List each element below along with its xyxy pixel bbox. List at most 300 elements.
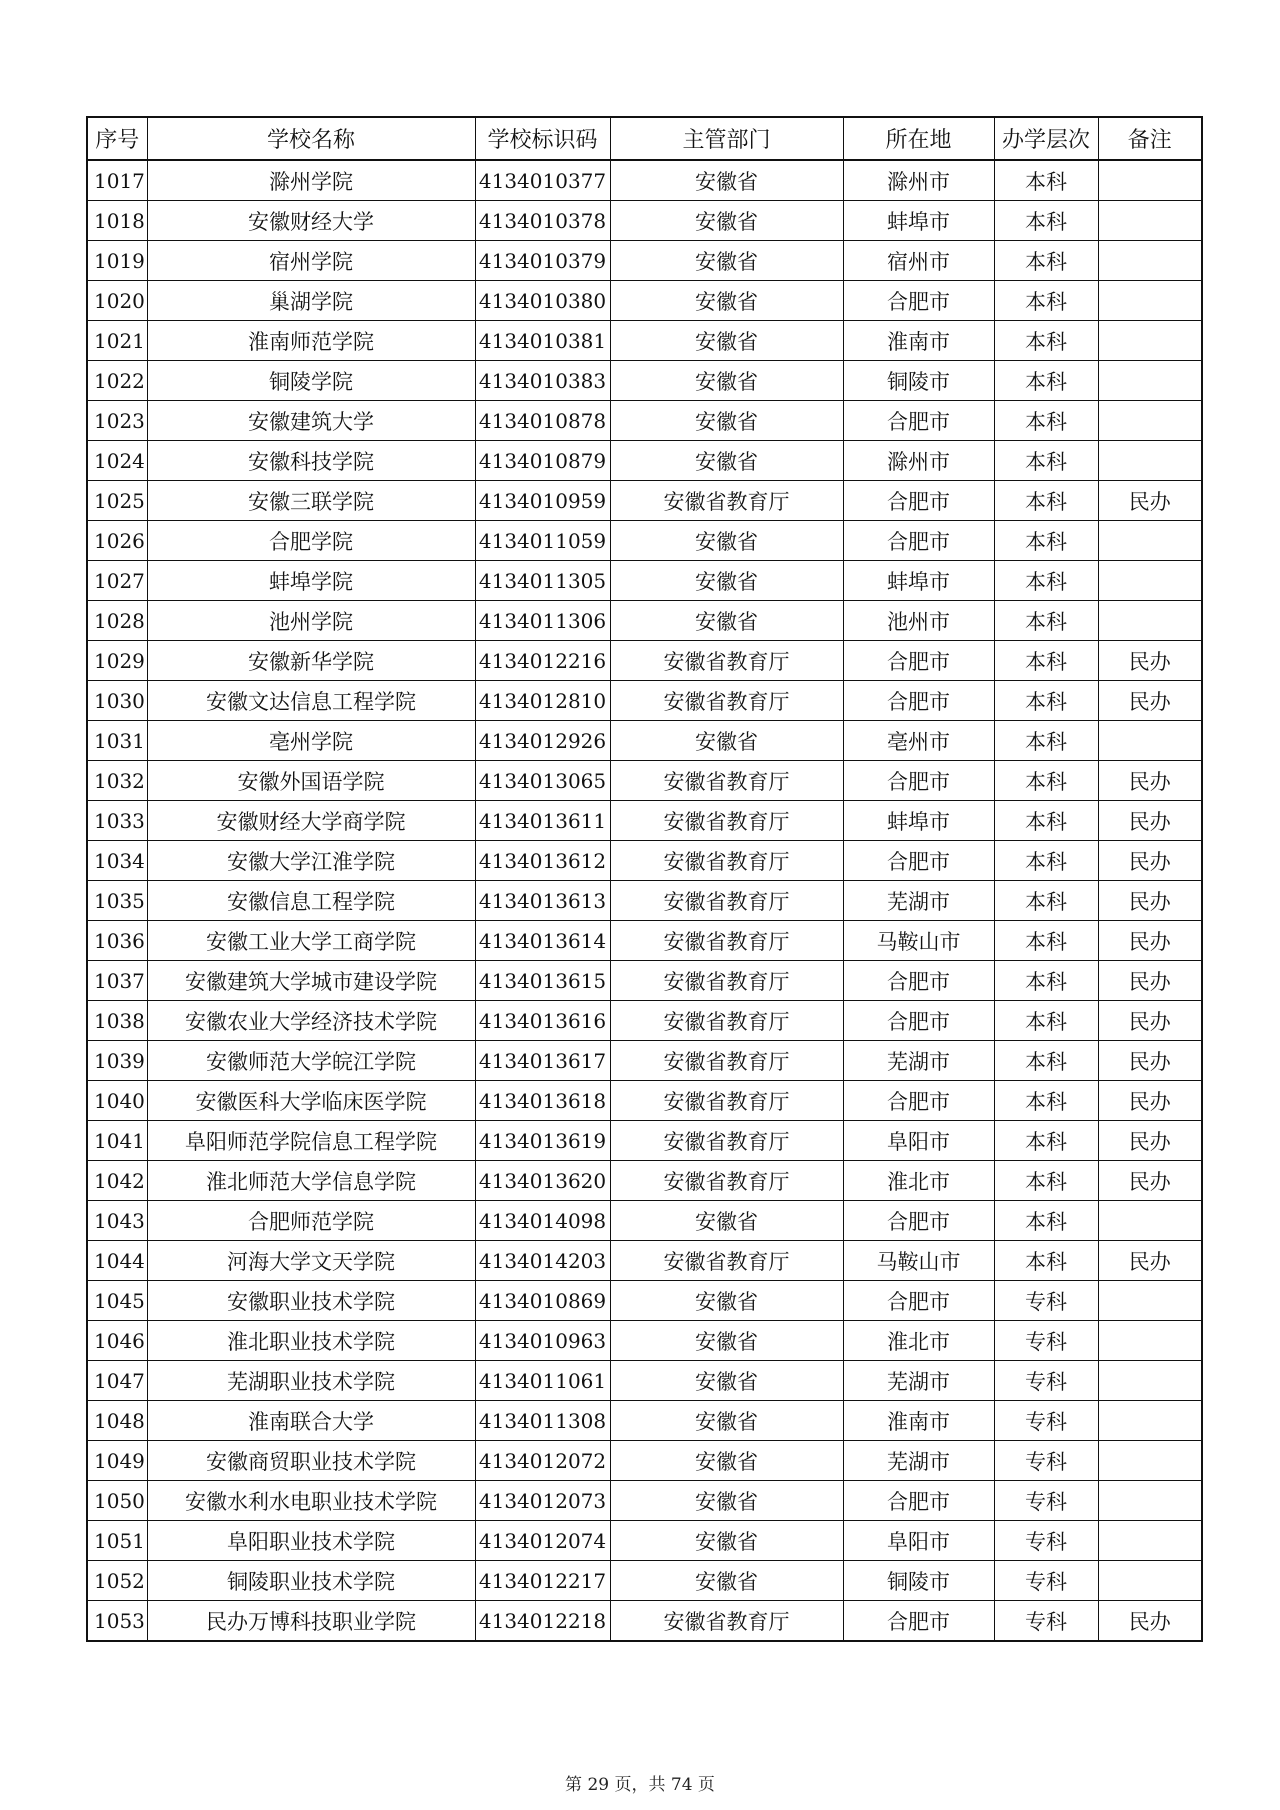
seq-cell: 1032	[87, 761, 147, 801]
seq-cell: 1042	[87, 1161, 147, 1201]
school-name-cell: 宿州学院	[147, 241, 475, 281]
school-code-cell: 4134012073	[475, 1481, 610, 1521]
seq-cell: 1037	[87, 961, 147, 1001]
remarks-cell	[1098, 241, 1202, 281]
remarks-cell	[1098, 321, 1202, 361]
seq-cell: 1036	[87, 921, 147, 961]
seq-cell: 1027	[87, 561, 147, 601]
seq-cell: 1053	[87, 1601, 147, 1642]
seq-cell: 1026	[87, 521, 147, 561]
level-cell: 本科	[994, 481, 1098, 521]
table-row	[87, 561, 1202, 601]
school-name-cell: 安徽新华学院	[147, 641, 475, 681]
school-code-cell: 4134010959	[475, 481, 610, 521]
seq-cell: 1033	[87, 801, 147, 841]
remarks-cell	[1098, 1441, 1202, 1481]
level-cell: 本科	[994, 1041, 1098, 1081]
school-code-cell: 4134010379	[475, 241, 610, 281]
department-cell: 安徽省	[610, 1561, 843, 1601]
table-row	[87, 1401, 1202, 1441]
table-row	[87, 1241, 1202, 1281]
department-cell: 安徽省	[610, 361, 843, 401]
department-cell: 安徽省	[610, 1281, 843, 1321]
school-name-cell: 阜阳师范学院信息工程学院	[147, 1121, 475, 1161]
location-cell: 亳州市	[843, 721, 994, 761]
department-cell: 安徽省教育厅	[610, 1121, 843, 1161]
school-code-cell: 4134014098	[475, 1201, 610, 1241]
school-code-cell: 4134012810	[475, 681, 610, 721]
seq-cell: 1047	[87, 1361, 147, 1401]
level-cell: 专科	[994, 1401, 1098, 1441]
seq-cell: 1050	[87, 1481, 147, 1521]
school-name-cell: 蚌埠学院	[147, 561, 475, 601]
school-code-cell: 4134013614	[475, 921, 610, 961]
level-cell: 本科	[994, 921, 1098, 961]
school-code-cell: 4134012216	[475, 641, 610, 681]
location-cell: 芜湖市	[843, 1041, 994, 1081]
location-cell: 合肥市	[843, 641, 994, 681]
department-cell: 安徽省	[610, 1401, 843, 1441]
school-name-cell: 安徽信息工程学院	[147, 881, 475, 921]
department-cell: 安徽省教育厅	[610, 681, 843, 721]
level-cell: 本科	[994, 841, 1098, 881]
school-name-cell: 淮北职业技术学院	[147, 1321, 475, 1361]
school-code-cell: 4134012074	[475, 1521, 610, 1561]
remarks-cell	[1098, 1521, 1202, 1561]
department-cell: 安徽省	[610, 241, 843, 281]
level-cell: 本科	[994, 1241, 1098, 1281]
school-code-cell: 4134013620	[475, 1161, 610, 1201]
department-cell: 安徽省	[610, 721, 843, 761]
school-code-cell: 4134010383	[475, 361, 610, 401]
remarks-cell: 民办	[1098, 1121, 1202, 1161]
remarks-cell: 民办	[1098, 1041, 1202, 1081]
department-cell: 安徽省教育厅	[610, 1001, 843, 1041]
location-cell: 芜湖市	[843, 881, 994, 921]
seq-cell: 1038	[87, 1001, 147, 1041]
school-name-cell: 安徽财经大学商学院	[147, 801, 475, 841]
department-cell: 安徽省	[610, 1481, 843, 1521]
department-cell: 安徽省	[610, 521, 843, 561]
department-cell: 安徽省	[610, 201, 843, 241]
table-row	[87, 1481, 1202, 1521]
level-cell: 本科	[994, 881, 1098, 921]
seq-cell: 1031	[87, 721, 147, 761]
location-cell: 合肥市	[843, 1001, 994, 1041]
school-name-cell: 滁州学院	[147, 160, 475, 201]
level-cell: 本科	[994, 641, 1098, 681]
department-cell: 安徽省教育厅	[610, 1601, 843, 1642]
remarks-cell	[1098, 561, 1202, 601]
seq-cell: 1029	[87, 641, 147, 681]
level-cell: 本科	[994, 1161, 1098, 1201]
school-name-cell: 安徽财经大学	[147, 201, 475, 241]
table-body	[87, 160, 1202, 1641]
schools-table	[86, 116, 1203, 1642]
table-row	[87, 801, 1202, 841]
location-cell: 淮南市	[843, 321, 994, 361]
level-cell: 本科	[994, 160, 1098, 201]
level-cell: 本科	[994, 761, 1098, 801]
header-level: 办学层次	[994, 117, 1098, 160]
school-code-cell: 4134013613	[475, 881, 610, 921]
level-cell: 专科	[994, 1441, 1098, 1481]
table-row	[87, 281, 1202, 321]
department-cell: 安徽省	[610, 1521, 843, 1561]
school-code-cell: 4134011305	[475, 561, 610, 601]
seq-cell: 1030	[87, 681, 147, 721]
school-code-cell: 4134013619	[475, 1121, 610, 1161]
location-cell: 铜陵市	[843, 1561, 994, 1601]
remarks-cell	[1098, 401, 1202, 441]
level-cell: 专科	[994, 1601, 1098, 1642]
location-cell: 合肥市	[843, 961, 994, 1001]
department-cell: 安徽省	[610, 1321, 843, 1361]
level-cell: 本科	[994, 1121, 1098, 1161]
department-cell: 安徽省教育厅	[610, 881, 843, 921]
remarks-cell: 民办	[1098, 1081, 1202, 1121]
level-cell: 本科	[994, 561, 1098, 601]
location-cell: 铜陵市	[843, 361, 994, 401]
location-cell: 马鞍山市	[843, 1241, 994, 1281]
level-cell: 专科	[994, 1361, 1098, 1401]
school-code-cell: 4134013615	[475, 961, 610, 1001]
seq-cell: 1049	[87, 1441, 147, 1481]
location-cell: 合肥市	[843, 1481, 994, 1521]
department-cell: 安徽省教育厅	[610, 921, 843, 961]
school-name-cell: 安徽三联学院	[147, 481, 475, 521]
header-school-name: 学校名称	[147, 117, 475, 160]
level-cell: 本科	[994, 521, 1098, 561]
school-name-cell: 芜湖职业技术学院	[147, 1361, 475, 1401]
table-row	[87, 1281, 1202, 1321]
level-cell: 专科	[994, 1321, 1098, 1361]
header-remarks: 备注	[1098, 117, 1202, 160]
level-cell: 专科	[994, 1281, 1098, 1321]
table-row	[87, 681, 1202, 721]
school-code-cell: 4134011306	[475, 601, 610, 641]
remarks-cell: 民办	[1098, 921, 1202, 961]
school-code-cell: 4134013616	[475, 1001, 610, 1041]
department-cell: 安徽省	[610, 281, 843, 321]
seq-cell: 1025	[87, 481, 147, 521]
remarks-cell: 民办	[1098, 841, 1202, 881]
location-cell: 滁州市	[843, 441, 994, 481]
location-cell: 合肥市	[843, 521, 994, 561]
location-cell: 宿州市	[843, 241, 994, 281]
school-name-cell: 淮南联合大学	[147, 1401, 475, 1441]
location-cell: 蚌埠市	[843, 201, 994, 241]
school-name-cell: 安徽建筑大学城市建设学院	[147, 961, 475, 1001]
school-name-cell: 安徽医科大学临床医学院	[147, 1081, 475, 1121]
level-cell: 本科	[994, 281, 1098, 321]
location-cell: 合肥市	[843, 841, 994, 881]
seq-cell: 1020	[87, 281, 147, 321]
school-name-cell: 合肥师范学院	[147, 1201, 475, 1241]
remarks-cell	[1098, 281, 1202, 321]
header-department: 主管部门	[610, 117, 843, 160]
level-cell: 本科	[994, 201, 1098, 241]
table-row	[87, 881, 1202, 921]
school-code-cell: 4134013618	[475, 1081, 610, 1121]
department-cell: 安徽省	[610, 321, 843, 361]
department-cell: 安徽省教育厅	[610, 1241, 843, 1281]
department-cell: 安徽省	[610, 1201, 843, 1241]
remarks-cell: 民办	[1098, 481, 1202, 521]
seq-cell: 1040	[87, 1081, 147, 1121]
school-code-cell: 4134010869	[475, 1281, 610, 1321]
location-cell: 蚌埠市	[843, 561, 994, 601]
level-cell: 本科	[994, 321, 1098, 361]
school-name-cell: 安徽大学江淮学院	[147, 841, 475, 881]
school-name-cell: 安徽农业大学经济技术学院	[147, 1001, 475, 1041]
location-cell: 阜阳市	[843, 1121, 994, 1161]
school-code-cell: 4134010380	[475, 281, 610, 321]
remarks-cell	[1098, 521, 1202, 561]
location-cell: 芜湖市	[843, 1441, 994, 1481]
school-name-cell: 合肥学院	[147, 521, 475, 561]
location-cell: 合肥市	[843, 1081, 994, 1121]
location-cell: 合肥市	[843, 761, 994, 801]
table-row	[87, 761, 1202, 801]
seq-cell: 1051	[87, 1521, 147, 1561]
table-row	[87, 841, 1202, 881]
seq-cell: 1041	[87, 1121, 147, 1161]
school-code-cell: 4134012926	[475, 721, 610, 761]
seq-cell: 1018	[87, 201, 147, 241]
location-cell: 滁州市	[843, 160, 994, 201]
level-cell: 本科	[994, 681, 1098, 721]
department-cell: 安徽省	[610, 601, 843, 641]
department-cell: 安徽省教育厅	[610, 801, 843, 841]
seq-cell: 1024	[87, 441, 147, 481]
table-row	[87, 641, 1202, 681]
department-cell: 安徽省教育厅	[610, 1041, 843, 1081]
school-code-cell: 4134012218	[475, 1601, 610, 1642]
table-row	[87, 160, 1202, 201]
department-cell: 安徽省教育厅	[610, 641, 843, 681]
location-cell: 淮北市	[843, 1161, 994, 1201]
location-cell: 蚌埠市	[843, 801, 994, 841]
table-row	[87, 921, 1202, 961]
school-name-cell: 巢湖学院	[147, 281, 475, 321]
location-cell: 马鞍山市	[843, 921, 994, 961]
header-seq: 序号	[87, 117, 147, 160]
location-cell: 合肥市	[843, 481, 994, 521]
location-cell: 合肥市	[843, 281, 994, 321]
table-row	[87, 1001, 1202, 1041]
school-code-cell: 4134013617	[475, 1041, 610, 1081]
remarks-cell	[1098, 1561, 1202, 1601]
department-cell: 安徽省教育厅	[610, 1161, 843, 1201]
remarks-cell: 民办	[1098, 1601, 1202, 1642]
school-name-cell: 淮南师范学院	[147, 321, 475, 361]
remarks-cell	[1098, 1321, 1202, 1361]
seq-cell: 1044	[87, 1241, 147, 1281]
school-name-cell: 铜陵学院	[147, 361, 475, 401]
school-code-cell: 4134013065	[475, 761, 610, 801]
school-code-cell: 4134010879	[475, 441, 610, 481]
remarks-cell	[1098, 1401, 1202, 1441]
school-name-cell: 淮北师范大学信息学院	[147, 1161, 475, 1201]
seq-cell: 1022	[87, 361, 147, 401]
school-name-cell: 民办万博科技职业学院	[147, 1601, 475, 1642]
school-name-cell: 安徽商贸职业技术学院	[147, 1441, 475, 1481]
school-name-cell: 池州学院	[147, 601, 475, 641]
level-cell: 本科	[994, 401, 1098, 441]
table-row	[87, 321, 1202, 361]
remarks-cell: 民办	[1098, 641, 1202, 681]
location-cell: 阜阳市	[843, 1521, 994, 1561]
table-row	[87, 1041, 1202, 1081]
school-name-cell: 安徽工业大学工商学院	[147, 921, 475, 961]
remarks-cell: 民办	[1098, 801, 1202, 841]
remarks-cell: 民办	[1098, 881, 1202, 921]
seq-cell: 1046	[87, 1321, 147, 1361]
seq-cell: 1045	[87, 1281, 147, 1321]
school-code-cell: 4134011061	[475, 1361, 610, 1401]
table-row	[87, 521, 1202, 561]
school-code-cell: 4134014203	[475, 1241, 610, 1281]
school-code-cell: 4134012217	[475, 1561, 610, 1601]
department-cell: 安徽省教育厅	[610, 481, 843, 521]
remarks-cell	[1098, 601, 1202, 641]
school-code-cell: 4134010378	[475, 201, 610, 241]
school-name-cell: 亳州学院	[147, 721, 475, 761]
table-row	[87, 1601, 1202, 1642]
school-code-cell: 4134010381	[475, 321, 610, 361]
page-number: 第 29 页，共 74 页	[565, 1775, 715, 1795]
department-cell: 安徽省	[610, 561, 843, 601]
school-code-cell: 4134012072	[475, 1441, 610, 1481]
seq-cell: 1052	[87, 1561, 147, 1601]
table-row	[87, 1081, 1202, 1121]
seq-cell: 1021	[87, 321, 147, 361]
school-name-cell: 阜阳职业技术学院	[147, 1521, 475, 1561]
table-row	[87, 601, 1202, 641]
department-cell: 安徽省	[610, 160, 843, 201]
remarks-cell: 民办	[1098, 1241, 1202, 1281]
school-name-cell: 铜陵职业技术学院	[147, 1561, 475, 1601]
remarks-cell	[1098, 1481, 1202, 1521]
location-cell: 池州市	[843, 601, 994, 641]
remarks-cell	[1098, 361, 1202, 401]
table-row	[87, 1521, 1202, 1561]
level-cell: 本科	[994, 361, 1098, 401]
location-cell: 芜湖市	[843, 1361, 994, 1401]
seq-cell: 1017	[87, 160, 147, 201]
table-row	[87, 241, 1202, 281]
school-code-cell: 4134011059	[475, 521, 610, 561]
remarks-cell	[1098, 441, 1202, 481]
school-name-cell: 安徽师范大学皖江学院	[147, 1041, 475, 1081]
table-row	[87, 201, 1202, 241]
table-row	[87, 1201, 1202, 1241]
location-cell: 合肥市	[843, 1281, 994, 1321]
level-cell: 本科	[994, 601, 1098, 641]
school-name-cell: 安徽职业技术学院	[147, 1281, 475, 1321]
location-cell: 合肥市	[843, 401, 994, 441]
school-code-cell: 4134013612	[475, 841, 610, 881]
school-name-cell: 安徽科技学院	[147, 441, 475, 481]
header-school-code: 学校标识码	[475, 117, 610, 160]
seq-cell: 1028	[87, 601, 147, 641]
department-cell: 安徽省教育厅	[610, 961, 843, 1001]
remarks-cell	[1098, 201, 1202, 241]
table-row	[87, 401, 1202, 441]
level-cell: 专科	[994, 1521, 1098, 1561]
table-row	[87, 1161, 1202, 1201]
level-cell: 专科	[994, 1561, 1098, 1601]
department-cell: 安徽省	[610, 401, 843, 441]
remarks-cell: 民办	[1098, 681, 1202, 721]
department-cell: 安徽省教育厅	[610, 841, 843, 881]
remarks-cell	[1098, 1361, 1202, 1401]
table-row	[87, 1561, 1202, 1601]
table-row	[87, 441, 1202, 481]
school-name-cell: 安徽水利水电职业技术学院	[147, 1481, 475, 1521]
table-row	[87, 1441, 1202, 1481]
table-row	[87, 481, 1202, 521]
remarks-cell	[1098, 1281, 1202, 1321]
remarks-cell: 民办	[1098, 761, 1202, 801]
seq-cell: 1034	[87, 841, 147, 881]
department-cell: 安徽省	[610, 441, 843, 481]
location-cell: 合肥市	[843, 681, 994, 721]
table-row	[87, 721, 1202, 761]
school-name-cell: 河海大学文天学院	[147, 1241, 475, 1281]
school-code-cell: 4134010878	[475, 401, 610, 441]
location-cell: 合肥市	[843, 1201, 994, 1241]
school-code-cell: 4134010377	[475, 160, 610, 201]
remarks-cell: 民办	[1098, 1161, 1202, 1201]
level-cell: 专科	[994, 1481, 1098, 1521]
department-cell: 安徽省	[610, 1441, 843, 1481]
seq-cell: 1039	[87, 1041, 147, 1081]
remarks-cell	[1098, 1201, 1202, 1241]
department-cell: 安徽省	[610, 1361, 843, 1401]
location-cell: 合肥市	[843, 1601, 994, 1642]
table-row	[87, 1321, 1202, 1361]
level-cell: 本科	[994, 721, 1098, 761]
level-cell: 本科	[994, 1201, 1098, 1241]
school-code-cell: 4134011308	[475, 1401, 610, 1441]
seq-cell: 1043	[87, 1201, 147, 1241]
level-cell: 本科	[994, 441, 1098, 481]
school-code-cell: 4134010963	[475, 1321, 610, 1361]
seq-cell: 1023	[87, 401, 147, 441]
remarks-cell	[1098, 160, 1202, 201]
header-location: 所在地	[843, 117, 994, 160]
level-cell: 本科	[994, 241, 1098, 281]
department-cell: 安徽省教育厅	[610, 1081, 843, 1121]
school-name-cell: 安徽建筑大学	[147, 401, 475, 441]
seq-cell: 1035	[87, 881, 147, 921]
table-header-row	[87, 117, 1202, 160]
seq-cell: 1048	[87, 1401, 147, 1441]
remarks-cell: 民办	[1098, 1001, 1202, 1041]
school-name-cell: 安徽文达信息工程学院	[147, 681, 475, 721]
table-row	[87, 1361, 1202, 1401]
school-name-cell: 安徽外国语学院	[147, 761, 475, 801]
table-row	[87, 1121, 1202, 1161]
table-row	[87, 361, 1202, 401]
remarks-cell	[1098, 721, 1202, 761]
school-code-cell: 4134013611	[475, 801, 610, 841]
seq-cell: 1019	[87, 241, 147, 281]
location-cell: 淮北市	[843, 1321, 994, 1361]
department-cell: 安徽省教育厅	[610, 761, 843, 801]
